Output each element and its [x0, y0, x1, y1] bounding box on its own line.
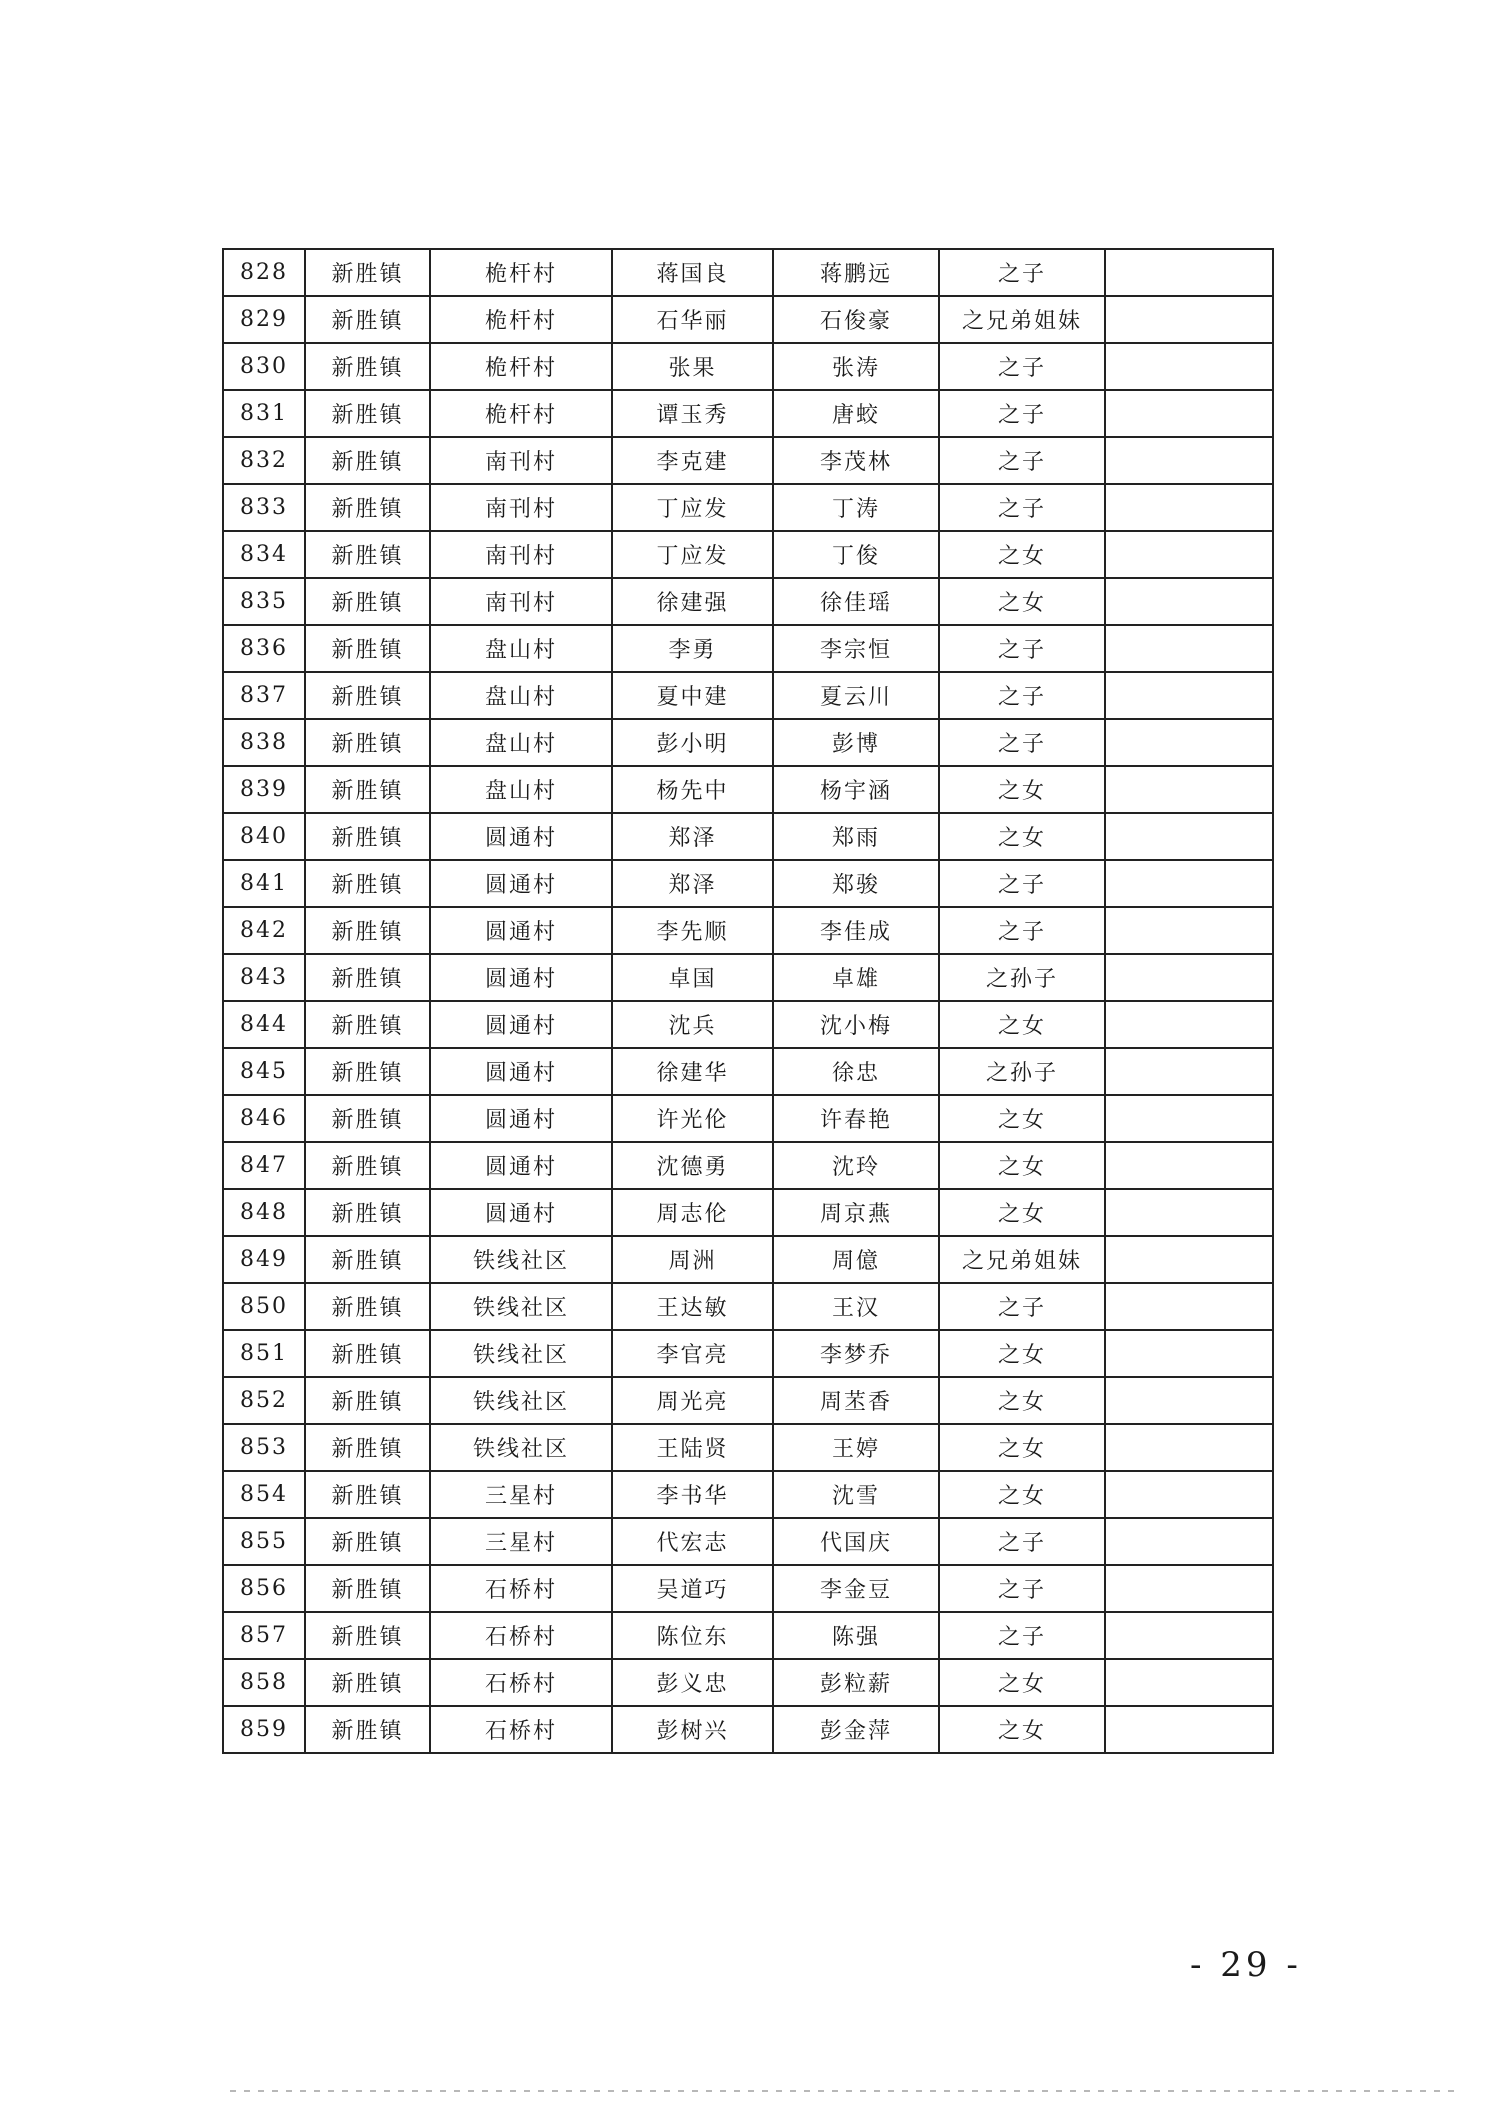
table-row — [223, 1471, 1273, 1518]
table-row — [223, 1330, 1273, 1377]
applicant-name-cell: 郑泽 — [612, 813, 773, 860]
member-name-cell: 彭粒薪 — [773, 1659, 939, 1706]
village-cell: 铁线社区 — [430, 1377, 612, 1424]
row-number-cell: 857 — [223, 1612, 305, 1659]
table-row — [223, 1659, 1273, 1706]
note-cell — [1105, 1048, 1273, 1095]
town-cell: 新胜镇 — [305, 672, 430, 719]
row-number-cell: 855 — [223, 1518, 305, 1565]
note-cell — [1105, 1612, 1273, 1659]
table-row — [223, 1236, 1273, 1283]
row-number-cell: 834 — [223, 531, 305, 578]
relation-cell: 之女 — [939, 813, 1105, 860]
relation-cell: 之女 — [939, 1095, 1105, 1142]
village-cell: 石桥村 — [430, 1612, 612, 1659]
applicant-name-cell: 李克建 — [612, 437, 773, 484]
applicant-name-cell: 石华丽 — [612, 296, 773, 343]
member-name-cell: 丁涛 — [773, 484, 939, 531]
applicant-name-cell: 徐建华 — [612, 1048, 773, 1095]
village-cell: 石桥村 — [430, 1659, 612, 1706]
member-name-cell: 郑骏 — [773, 860, 939, 907]
applicant-name-cell: 李官亮 — [612, 1330, 773, 1377]
town-cell: 新胜镇 — [305, 1330, 430, 1377]
relation-cell: 之子 — [939, 249, 1105, 296]
relation-cell: 之子 — [939, 1612, 1105, 1659]
table-row — [223, 343, 1273, 390]
relation-cell: 之女 — [939, 1706, 1105, 1753]
applicant-name-cell: 沈兵 — [612, 1001, 773, 1048]
note-cell — [1105, 578, 1273, 625]
note-cell — [1105, 1330, 1273, 1377]
town-cell: 新胜镇 — [305, 1565, 430, 1612]
town-cell: 新胜镇 — [305, 1659, 430, 1706]
table-row — [223, 1001, 1273, 1048]
town-cell: 新胜镇 — [305, 766, 430, 813]
row-number-cell: 830 — [223, 343, 305, 390]
member-name-cell: 代国庆 — [773, 1518, 939, 1565]
row-number-cell: 848 — [223, 1189, 305, 1236]
note-cell — [1105, 1189, 1273, 1236]
table-row — [223, 1142, 1273, 1189]
village-cell: 桅杆村 — [430, 390, 612, 437]
applicant-name-cell: 徐建强 — [612, 578, 773, 625]
applicant-name-cell: 谭玉秀 — [612, 390, 773, 437]
applicant-name-cell: 李书华 — [612, 1471, 773, 1518]
member-name-cell: 徐忠 — [773, 1048, 939, 1095]
member-name-cell: 李金豆 — [773, 1565, 939, 1612]
town-cell: 新胜镇 — [305, 907, 430, 954]
village-cell: 桅杆村 — [430, 249, 612, 296]
town-cell: 新胜镇 — [305, 625, 430, 672]
row-number-cell: 838 — [223, 719, 305, 766]
applicant-name-cell: 郑泽 — [612, 860, 773, 907]
note-cell — [1105, 1001, 1273, 1048]
relation-cell: 之子 — [939, 625, 1105, 672]
row-number-cell: 851 — [223, 1330, 305, 1377]
town-cell: 新胜镇 — [305, 1377, 430, 1424]
note-cell — [1105, 625, 1273, 672]
note-cell — [1105, 1706, 1273, 1753]
note-cell — [1105, 437, 1273, 484]
applicant-name-cell: 卓国 — [612, 954, 773, 1001]
relation-cell: 之女 — [939, 1189, 1105, 1236]
member-name-cell: 周苤香 — [773, 1377, 939, 1424]
relation-cell: 之子 — [939, 390, 1105, 437]
note-cell — [1105, 531, 1273, 578]
member-name-cell: 唐蛟 — [773, 390, 939, 437]
note-cell — [1105, 1565, 1273, 1612]
note-cell — [1105, 249, 1273, 296]
village-cell: 圆通村 — [430, 1095, 612, 1142]
town-cell: 新胜镇 — [305, 1189, 430, 1236]
member-name-cell: 徐佳瑶 — [773, 578, 939, 625]
relation-cell: 之女 — [939, 1471, 1105, 1518]
table-row — [223, 672, 1273, 719]
applicant-name-cell: 丁应发 — [612, 531, 773, 578]
note-cell — [1105, 907, 1273, 954]
applicant-name-cell: 代宏志 — [612, 1518, 773, 1565]
member-name-cell: 彭金萍 — [773, 1706, 939, 1753]
relation-cell: 之子 — [939, 484, 1105, 531]
table-row — [223, 1283, 1273, 1330]
town-cell: 新胜镇 — [305, 1706, 430, 1753]
relation-cell: 之女 — [939, 1377, 1105, 1424]
row-number-cell: 845 — [223, 1048, 305, 1095]
member-name-cell: 周億 — [773, 1236, 939, 1283]
note-cell — [1105, 1424, 1273, 1471]
relation-cell: 之子 — [939, 672, 1105, 719]
note-cell — [1105, 672, 1273, 719]
row-number-cell: 847 — [223, 1142, 305, 1189]
town-cell: 新胜镇 — [305, 813, 430, 860]
town-cell: 新胜镇 — [305, 531, 430, 578]
town-cell: 新胜镇 — [305, 578, 430, 625]
roster-table-body — [223, 249, 1273, 1753]
page-number: - 29 - — [1190, 1945, 1302, 1985]
relation-cell: 之孙子 — [939, 954, 1105, 1001]
table-row — [223, 625, 1273, 672]
table-row — [223, 719, 1273, 766]
member-name-cell: 张涛 — [773, 343, 939, 390]
note-cell — [1105, 766, 1273, 813]
relation-cell: 之子 — [939, 343, 1105, 390]
row-number-cell: 832 — [223, 437, 305, 484]
relation-cell: 之子 — [939, 860, 1105, 907]
table-row — [223, 249, 1273, 296]
member-name-cell: 王汉 — [773, 1283, 939, 1330]
town-cell: 新胜镇 — [305, 484, 430, 531]
applicant-name-cell: 夏中建 — [612, 672, 773, 719]
town-cell: 新胜镇 — [305, 1236, 430, 1283]
row-number-cell: 856 — [223, 1565, 305, 1612]
row-number-cell: 842 — [223, 907, 305, 954]
applicant-name-cell: 王陆贤 — [612, 1424, 773, 1471]
relation-cell: 之女 — [939, 766, 1105, 813]
member-name-cell: 陈强 — [773, 1612, 939, 1659]
table-row — [223, 907, 1273, 954]
relation-cell: 之孙子 — [939, 1048, 1105, 1095]
table-row — [223, 766, 1273, 813]
table-row — [223, 390, 1273, 437]
table-row — [223, 1377, 1273, 1424]
village-cell: 石桥村 — [430, 1565, 612, 1612]
applicant-name-cell: 彭树兴 — [612, 1706, 773, 1753]
table-row — [223, 813, 1273, 860]
applicant-name-cell: 蒋国良 — [612, 249, 773, 296]
town-cell: 新胜镇 — [305, 1518, 430, 1565]
relation-cell: 之兄弟姐妹 — [939, 296, 1105, 343]
town-cell: 新胜镇 — [305, 296, 430, 343]
table-row — [223, 1518, 1273, 1565]
member-name-cell: 李梦乔 — [773, 1330, 939, 1377]
note-cell — [1105, 296, 1273, 343]
member-name-cell: 沈雪 — [773, 1471, 939, 1518]
row-number-cell: 831 — [223, 390, 305, 437]
table-row — [223, 1706, 1273, 1753]
note-cell — [1105, 1377, 1273, 1424]
village-cell: 圆通村 — [430, 813, 612, 860]
note-cell — [1105, 1095, 1273, 1142]
village-cell: 桅杆村 — [430, 343, 612, 390]
row-number-cell: 858 — [223, 1659, 305, 1706]
applicant-name-cell: 王达敏 — [612, 1283, 773, 1330]
relation-cell: 之女 — [939, 531, 1105, 578]
row-number-cell: 839 — [223, 766, 305, 813]
member-name-cell: 蒋鹏远 — [773, 249, 939, 296]
table-row — [223, 1189, 1273, 1236]
village-cell: 圆通村 — [430, 954, 612, 1001]
relation-cell: 之子 — [939, 719, 1105, 766]
table-row — [223, 1095, 1273, 1142]
town-cell: 新胜镇 — [305, 1283, 430, 1330]
town-cell: 新胜镇 — [305, 390, 430, 437]
village-cell: 桅杆村 — [430, 296, 612, 343]
village-cell: 铁线社区 — [430, 1236, 612, 1283]
note-cell — [1105, 1471, 1273, 1518]
table-row — [223, 531, 1273, 578]
town-cell: 新胜镇 — [305, 1001, 430, 1048]
town-cell: 新胜镇 — [305, 1142, 430, 1189]
town-cell: 新胜镇 — [305, 1424, 430, 1471]
note-cell — [1105, 1518, 1273, 1565]
member-name-cell: 卓雄 — [773, 954, 939, 1001]
town-cell: 新胜镇 — [305, 1471, 430, 1518]
table-row — [223, 1424, 1273, 1471]
row-number-cell: 843 — [223, 954, 305, 1001]
note-cell — [1105, 813, 1273, 860]
village-cell: 盘山村 — [430, 766, 612, 813]
member-name-cell: 沈玲 — [773, 1142, 939, 1189]
note-cell — [1105, 954, 1273, 1001]
village-cell: 盘山村 — [430, 625, 612, 672]
town-cell: 新胜镇 — [305, 1612, 430, 1659]
relation-cell: 之子 — [939, 437, 1105, 484]
village-cell: 盘山村 — [430, 672, 612, 719]
relation-cell: 之女 — [939, 1142, 1105, 1189]
applicant-name-cell: 沈德勇 — [612, 1142, 773, 1189]
roster-table — [222, 248, 1274, 1754]
village-cell: 圆通村 — [430, 1142, 612, 1189]
member-name-cell: 沈小梅 — [773, 1001, 939, 1048]
note-cell — [1105, 343, 1273, 390]
applicant-name-cell: 彭义忠 — [612, 1659, 773, 1706]
town-cell: 新胜镇 — [305, 1095, 430, 1142]
town-cell: 新胜镇 — [305, 1048, 430, 1095]
applicant-name-cell: 张果 — [612, 343, 773, 390]
member-name-cell: 周京燕 — [773, 1189, 939, 1236]
row-number-cell: 850 — [223, 1283, 305, 1330]
row-number-cell: 840 — [223, 813, 305, 860]
note-cell — [1105, 860, 1273, 907]
note-cell — [1105, 390, 1273, 437]
row-number-cell: 846 — [223, 1095, 305, 1142]
row-number-cell: 837 — [223, 672, 305, 719]
row-number-cell: 841 — [223, 860, 305, 907]
village-cell: 石桥村 — [430, 1706, 612, 1753]
member-name-cell: 许春艳 — [773, 1095, 939, 1142]
note-cell — [1105, 719, 1273, 766]
member-name-cell: 夏云川 — [773, 672, 939, 719]
table-row — [223, 954, 1273, 1001]
row-number-cell: 854 — [223, 1471, 305, 1518]
applicant-name-cell: 许光伦 — [612, 1095, 773, 1142]
village-cell: 南刊村 — [430, 531, 612, 578]
village-cell: 铁线社区 — [430, 1330, 612, 1377]
member-name-cell: 彭博 — [773, 719, 939, 766]
relation-cell: 之子 — [939, 907, 1105, 954]
table-row — [223, 860, 1273, 907]
town-cell: 新胜镇 — [305, 437, 430, 484]
village-cell: 南刊村 — [430, 578, 612, 625]
village-cell: 铁线社区 — [430, 1424, 612, 1471]
village-cell: 圆通村 — [430, 1048, 612, 1095]
scan-artifact-line — [230, 2090, 1460, 2092]
relation-cell: 之子 — [939, 1283, 1105, 1330]
relation-cell: 之女 — [939, 578, 1105, 625]
village-cell: 盘山村 — [430, 719, 612, 766]
note-cell — [1105, 1142, 1273, 1189]
town-cell: 新胜镇 — [305, 343, 430, 390]
relation-cell: 之女 — [939, 1330, 1105, 1377]
relation-cell: 之女 — [939, 1001, 1105, 1048]
village-cell: 圆通村 — [430, 1001, 612, 1048]
town-cell: 新胜镇 — [305, 860, 430, 907]
member-name-cell: 李佳成 — [773, 907, 939, 954]
table-row — [223, 1565, 1273, 1612]
note-cell — [1105, 1283, 1273, 1330]
applicant-name-cell: 李勇 — [612, 625, 773, 672]
relation-cell: 之子 — [939, 1565, 1105, 1612]
member-name-cell: 杨宇涵 — [773, 766, 939, 813]
applicant-name-cell: 周光亮 — [612, 1377, 773, 1424]
table-row — [223, 484, 1273, 531]
member-name-cell: 李宗恒 — [773, 625, 939, 672]
village-cell: 南刊村 — [430, 437, 612, 484]
row-number-cell: 833 — [223, 484, 305, 531]
table-row — [223, 578, 1273, 625]
note-cell — [1105, 1236, 1273, 1283]
member-name-cell: 石俊豪 — [773, 296, 939, 343]
town-cell: 新胜镇 — [305, 954, 430, 1001]
row-number-cell: 859 — [223, 1706, 305, 1753]
village-cell: 铁线社区 — [430, 1283, 612, 1330]
relation-cell: 之女 — [939, 1659, 1105, 1706]
relation-cell: 之子 — [939, 1518, 1105, 1565]
town-cell: 新胜镇 — [305, 249, 430, 296]
member-name-cell: 丁俊 — [773, 531, 939, 578]
relation-cell: 之女 — [939, 1424, 1105, 1471]
note-cell — [1105, 1659, 1273, 1706]
village-cell: 圆通村 — [430, 907, 612, 954]
row-number-cell: 835 — [223, 578, 305, 625]
applicant-name-cell: 陈位东 — [612, 1612, 773, 1659]
applicant-name-cell: 丁应发 — [612, 484, 773, 531]
row-number-cell: 852 — [223, 1377, 305, 1424]
applicant-name-cell: 周洲 — [612, 1236, 773, 1283]
row-number-cell: 829 — [223, 296, 305, 343]
relation-cell: 之兄弟姐妹 — [939, 1236, 1105, 1283]
member-name-cell: 王婷 — [773, 1424, 939, 1471]
row-number-cell: 853 — [223, 1424, 305, 1471]
town-cell: 新胜镇 — [305, 719, 430, 766]
village-cell: 南刊村 — [430, 484, 612, 531]
row-number-cell: 836 — [223, 625, 305, 672]
table-row — [223, 437, 1273, 484]
village-cell: 圆通村 — [430, 1189, 612, 1236]
village-cell: 三星村 — [430, 1518, 612, 1565]
table-row — [223, 1048, 1273, 1095]
village-cell: 三星村 — [430, 1471, 612, 1518]
row-number-cell: 849 — [223, 1236, 305, 1283]
village-cell: 圆通村 — [430, 860, 612, 907]
row-number-cell: 828 — [223, 249, 305, 296]
table-row — [223, 296, 1273, 343]
row-number-cell: 844 — [223, 1001, 305, 1048]
applicant-name-cell: 吴道巧 — [612, 1565, 773, 1612]
member-name-cell: 李茂林 — [773, 437, 939, 484]
table-row — [223, 1612, 1273, 1659]
applicant-name-cell: 周志伦 — [612, 1189, 773, 1236]
applicant-name-cell: 李先顺 — [612, 907, 773, 954]
note-cell — [1105, 484, 1273, 531]
applicant-name-cell: 杨先中 — [612, 766, 773, 813]
member-name-cell: 郑雨 — [773, 813, 939, 860]
applicant-name-cell: 彭小明 — [612, 719, 773, 766]
